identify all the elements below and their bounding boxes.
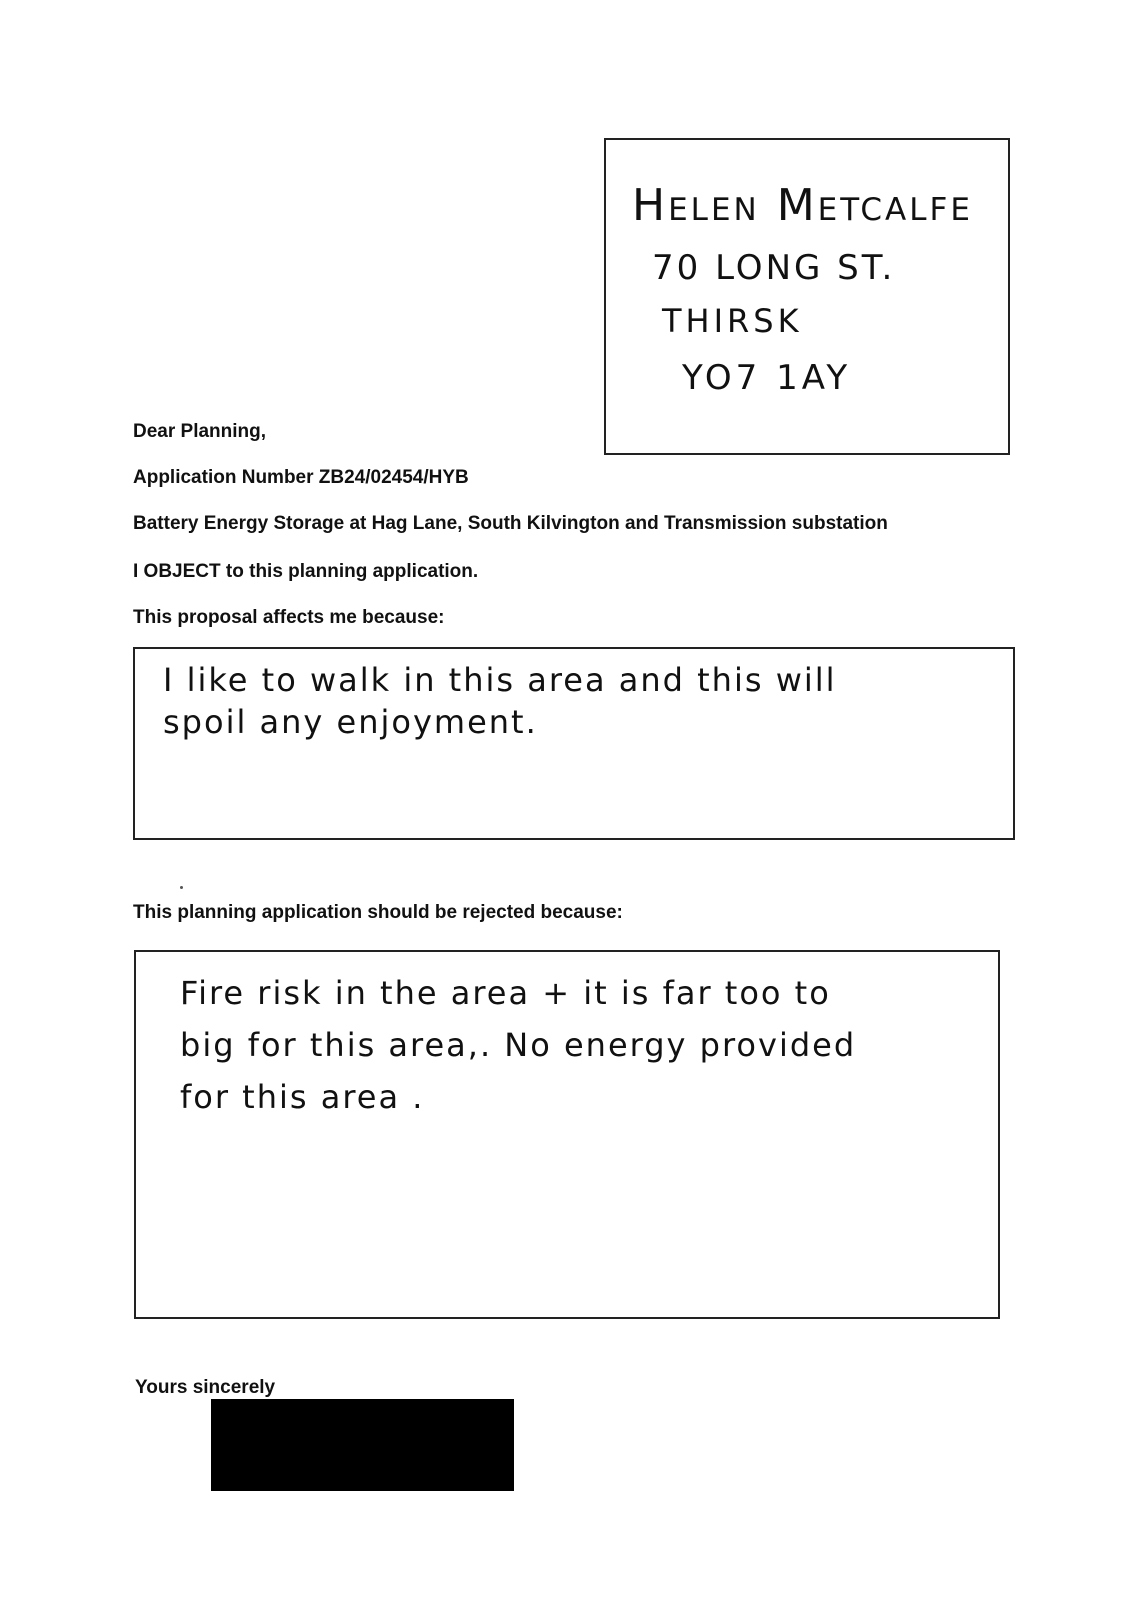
site-description: Battery Energy Storage at Hag Lane, South Kilvington and Transmission substation — [133, 513, 888, 534]
reject-line-3: for this area . — [180, 1078, 425, 1116]
address-street: 70 LONG ST. — [652, 248, 896, 288]
objection-statement: I OBJECT to this planning application. — [133, 561, 479, 582]
affects-line-1: I like to walk in this area and this will — [163, 661, 837, 699]
affects-answer-box — [133, 647, 1015, 840]
reject-label: This planning application should be rejected because: — [133, 902, 623, 923]
address-name: Helen Metcalfe — [632, 180, 973, 231]
affects-line-2: spoil any enjoyment. — [163, 703, 538, 741]
greeting: Dear Planning, — [133, 421, 267, 442]
address-town: THIRSK — [662, 302, 803, 340]
stray-mark — [180, 886, 183, 889]
reject-line-1: Fire risk in the area + it is far too to — [180, 974, 831, 1012]
application-number: Application Number ZB24/02454/HYB — [133, 467, 469, 488]
address-postcode: YO7 1AY — [682, 358, 852, 398]
closing: Yours sincerely — [135, 1377, 276, 1398]
affects-label: This proposal affects me because: — [133, 607, 445, 628]
address-box — [604, 138, 1010, 455]
reject-line-2: big for this area,. No energy provided — [180, 1026, 857, 1064]
reject-answer-box — [134, 950, 1000, 1319]
redacted-signature — [211, 1399, 514, 1491]
